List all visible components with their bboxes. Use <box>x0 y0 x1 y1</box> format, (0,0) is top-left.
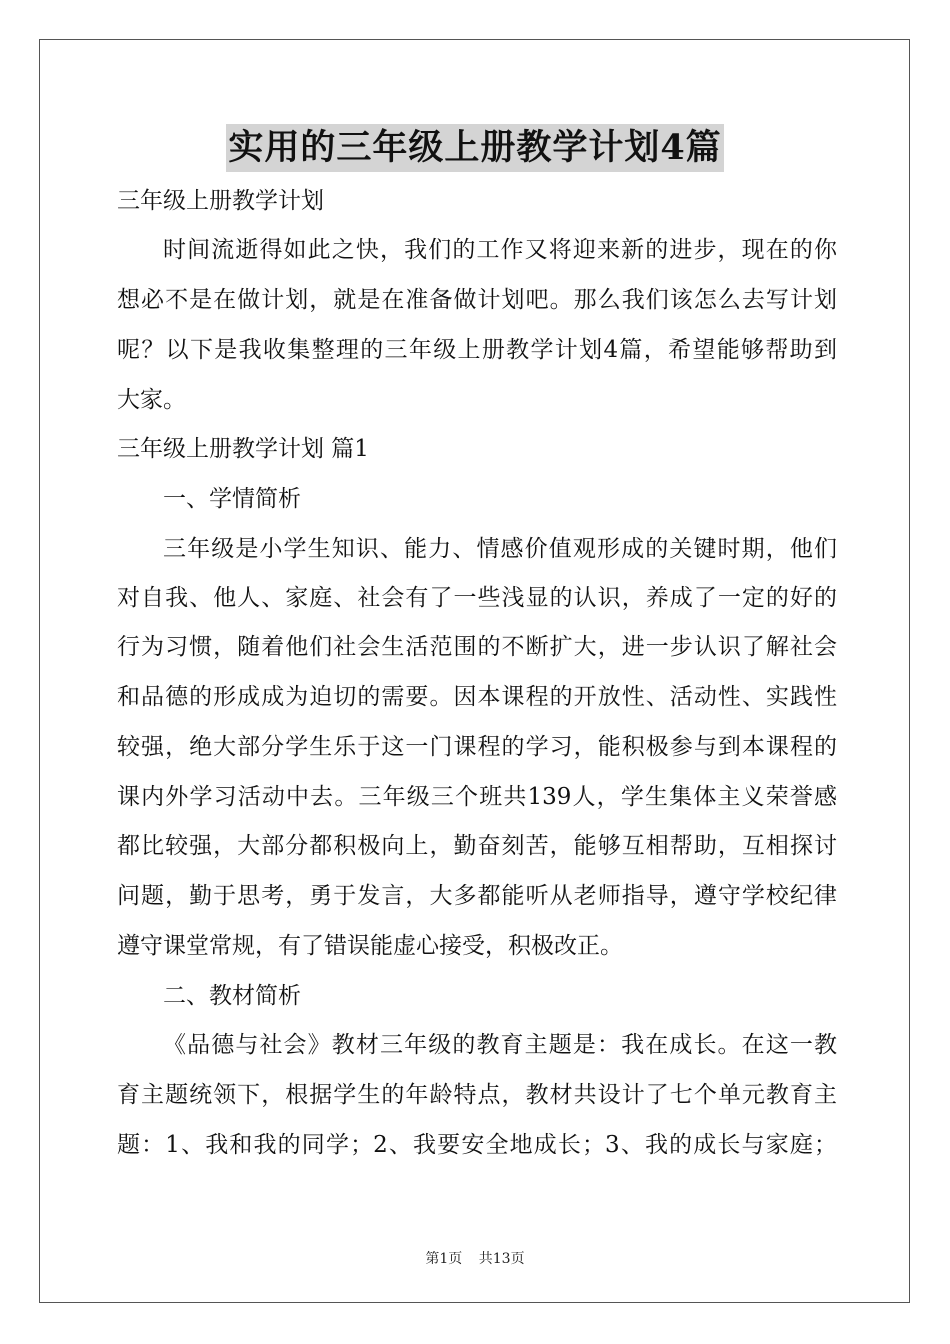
text-line: 和品德的形成成为迫切的需要。因本课程的开放性、活动性、实践性 <box>117 684 837 710</box>
page-total: 共13页 <box>478 1251 525 1267</box>
text-line: 育主题统领下，根据学生的年龄特点，教材共设计了七个单元教育主 <box>117 1082 837 1108</box>
text-line: 三年级上册教学计划 篇1 <box>117 436 369 462</box>
text-line: 想必不是在做计划，就是在准备做计划吧。那么我们该怎么去写计划 <box>117 287 837 313</box>
text-line: 《品德与社会》教材三年级的教育主题是：我在成长。在这一教 <box>163 1032 837 1058</box>
text-line: 一、学情简析 <box>163 486 301 512</box>
text-line: 时间流逝得如此之快，我们的工作又将迎来新的进步，现在的你 <box>163 237 837 263</box>
page-number: 第1页 <box>425 1251 463 1267</box>
page-border <box>39 39 910 1303</box>
text-line: 三年级上册教学计划 <box>117 188 324 214</box>
page-footer <box>0 1248 950 1268</box>
text-line: 二、教材简析 <box>163 983 301 1009</box>
title-container <box>0 124 950 172</box>
text-line: 问题，勤于思考，勇于发言，大多都能听从老师指导，遵守学校纪律 <box>117 883 837 909</box>
text-line: 对自我、他人、家庭、社会有了一些浅显的认识，养成了一定的好的 <box>117 585 837 611</box>
text-line: 行为习惯，随着他们社会生活范围的不断扩大，进一步认识了解社会 <box>117 634 837 660</box>
text-line: 课内外学习活动中去。三年级三个班共139人，学生集体主义荣誉感 <box>117 784 837 810</box>
text-line: 都比较强，大部分都积极向上，勤奋刻苦，能够互相帮助，互相探讨 <box>117 833 837 859</box>
text-line: 三年级是小学生知识、能力、情感价值观形成的关键时期，他们 <box>163 536 837 562</box>
text-line: 遵守课堂常规，有了错误能虚心接受，积极改正。 <box>117 933 623 959</box>
text-line: 大家。 <box>117 387 186 413</box>
document-title: 实用的三年级上册教学计划4篇 <box>226 124 723 172</box>
text-line: 较强，绝大部分学生乐于这一门课程的学习，能积极参与到本课程的 <box>117 734 837 760</box>
text-line: 题：1、我和我的同学；2、我要安全地成长；3、我的成长与家庭； <box>117 1132 837 1158</box>
text-line: 呢？以下是我收集整理的三年级上册教学计划4篇，希望能够帮助到 <box>117 337 837 363</box>
